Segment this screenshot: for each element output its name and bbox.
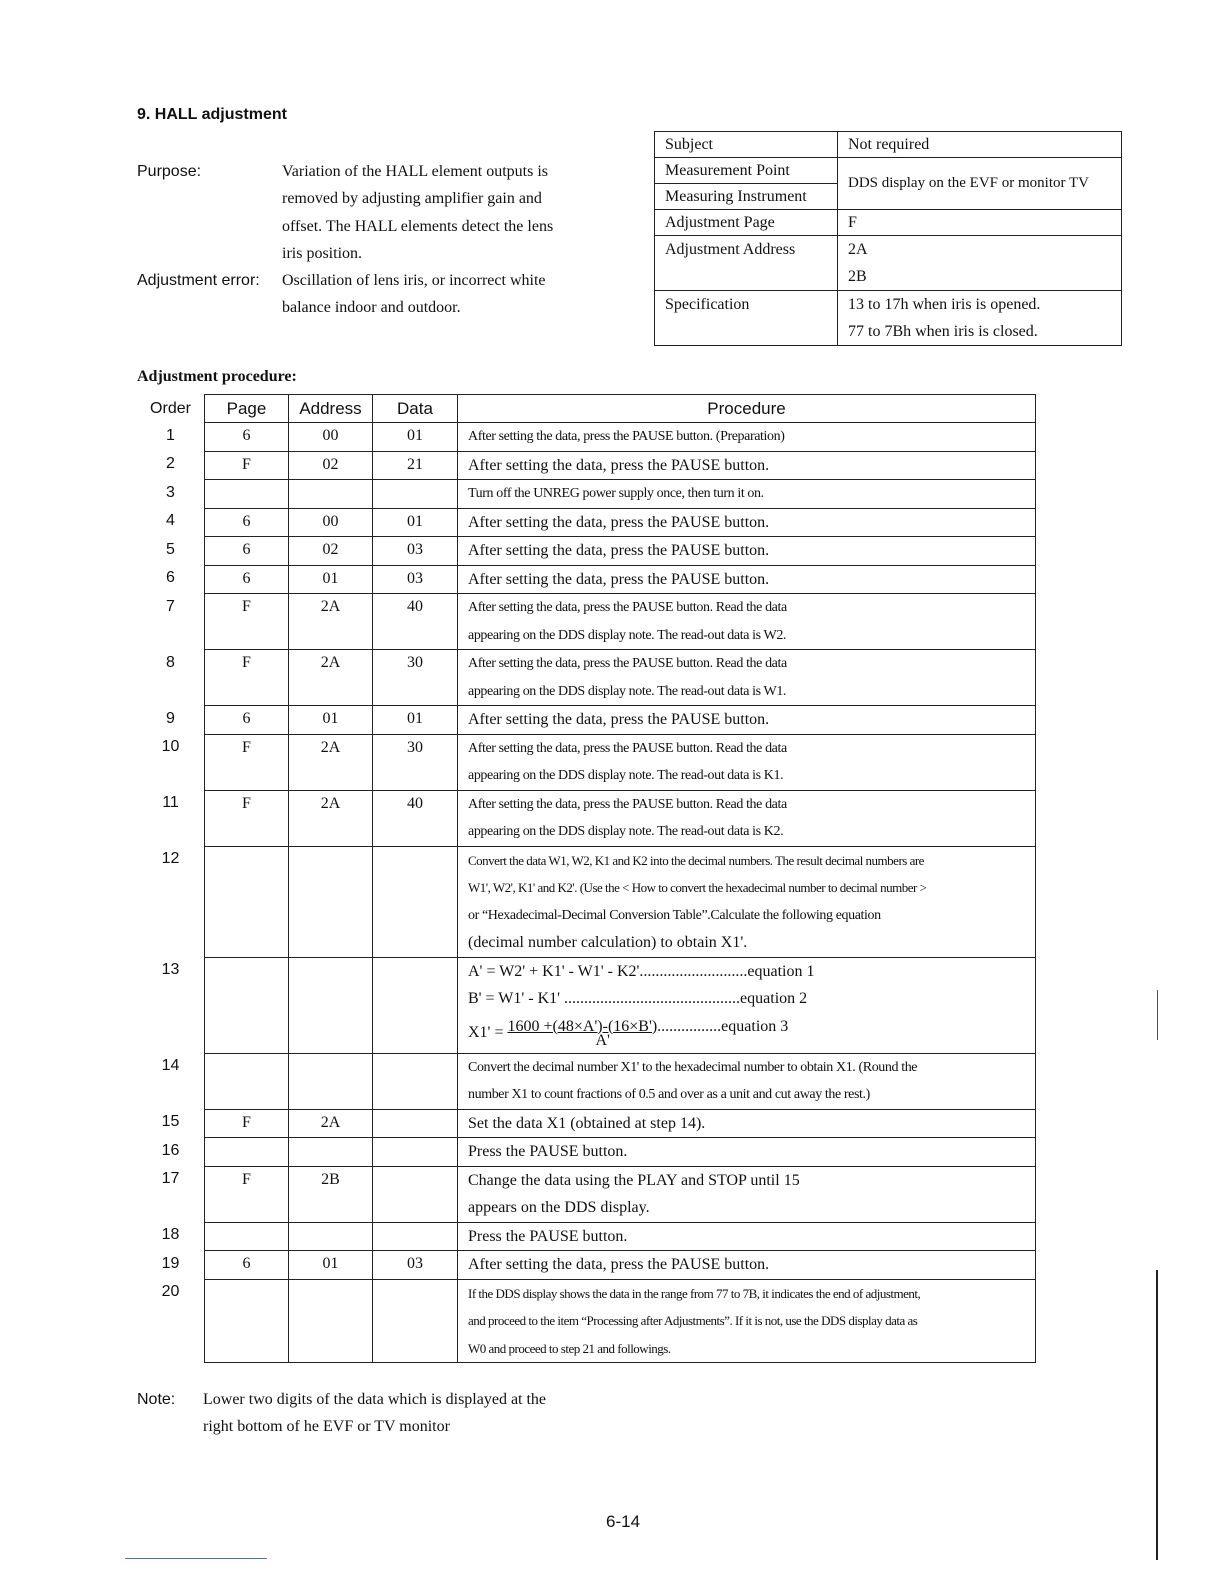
procedure-line: appearing on the DDS display note. The read-out data is K2. xyxy=(468,824,784,839)
step-address xyxy=(289,957,373,1053)
step-address: 01 xyxy=(289,565,373,594)
purpose-line: iris position. xyxy=(282,244,363,262)
note xyxy=(137,1386,737,1440)
step-procedure xyxy=(458,537,1036,566)
step-page xyxy=(205,1222,289,1251)
procedure-line: Set the data X1 (obtained at step 14). xyxy=(468,1114,706,1132)
procedure-line: Press the PAUSE button. xyxy=(468,1227,628,1245)
procedure-line: After setting the data, press the PAUSE button. Read the data xyxy=(468,656,787,671)
adjustment-error-line: Oscillation of lens iris, or incorrect white xyxy=(282,272,546,290)
step-procedure xyxy=(458,1279,1036,1363)
procedure-line: After setting the data, press the PAUSE button. Read the data xyxy=(468,600,787,615)
step-page: 6 xyxy=(205,423,289,452)
procedure-row xyxy=(137,734,1036,790)
step-order: 4 xyxy=(166,512,175,529)
note-line: Lower two digits of the data which is displayed at the xyxy=(203,1391,547,1408)
step-address: 02 xyxy=(289,451,373,480)
step-page: 6 xyxy=(205,565,289,594)
step-data xyxy=(373,1222,458,1251)
column-header-order: Order xyxy=(150,400,191,417)
adjustment-error-line: balance indoor and outdoor. xyxy=(282,299,461,317)
procedure-line: number X1 to count fractions of 0.5 and over as a unit and cut away the rest.) xyxy=(468,1087,870,1102)
procedure-line: Press the PAUSE button. xyxy=(468,1143,628,1160)
procedure-row xyxy=(137,594,1036,650)
step-order: 15 xyxy=(161,1113,180,1130)
procedure-line: W0 and proceed to step 21 and followings. xyxy=(468,1340,671,1356)
purpose-block xyxy=(137,158,617,322)
step-address: 00 xyxy=(289,423,373,452)
step-order: 10 xyxy=(161,738,180,755)
step-address: 01 xyxy=(289,706,373,735)
procedure-line: A' = W2' + K1' - W1' - K2'...........................equation 1 xyxy=(468,962,815,980)
equation-3-numerator: 1600 +(48×A')-(16×B') xyxy=(507,1017,658,1035)
step-data: 21 xyxy=(373,451,458,480)
step-address xyxy=(289,1222,373,1251)
procedure-line: After setting the data, press the PAUSE button. xyxy=(468,542,770,559)
step-order: 12 xyxy=(161,850,180,867)
spec-table xyxy=(654,131,1122,346)
specification-label: Specification xyxy=(655,291,838,346)
procedure-line: After setting the data, press the PAUSE button. Read the data xyxy=(468,796,787,812)
step-page xyxy=(205,1138,289,1167)
procedure-row xyxy=(137,957,1036,1053)
step-data: 01 xyxy=(373,508,458,537)
step-data xyxy=(373,1053,458,1109)
procedure-table xyxy=(137,394,1036,1363)
step-data: 03 xyxy=(373,537,458,566)
step-order: 20 xyxy=(161,1283,180,1300)
step-procedure xyxy=(458,846,1036,957)
equation-3-denominator: A' xyxy=(595,1031,610,1049)
step-address xyxy=(289,1053,373,1109)
step-page xyxy=(205,1053,289,1109)
step-page xyxy=(205,480,289,509)
step-page xyxy=(205,1279,289,1363)
step-address: 2A xyxy=(289,594,373,650)
step-procedure xyxy=(458,1222,1036,1251)
step-order: 16 xyxy=(161,1141,180,1159)
step-address: 2A xyxy=(289,650,373,706)
procedure-row xyxy=(137,1251,1036,1280)
page-number: 6-14 xyxy=(606,1512,641,1531)
step-data xyxy=(373,1279,458,1363)
step-procedure xyxy=(458,508,1036,537)
procedure-line: Convert the data W1, W2, K1 and K2 into the decimal numbers. The result decimal numbers are xyxy=(468,852,924,868)
adjustment-address-label: Adjustment Address xyxy=(655,236,838,291)
procedure-line: After setting the data, press the PAUSE button. xyxy=(468,570,770,588)
procedure-row xyxy=(137,451,1036,480)
adjustment-page-label: Adjustment Page xyxy=(655,210,838,236)
step-data: 40 xyxy=(373,790,458,846)
step-data: 30 xyxy=(373,734,458,790)
procedure-row xyxy=(137,650,1036,706)
step-procedure xyxy=(458,594,1036,650)
procedure-row xyxy=(137,1138,1036,1167)
procedure-line: After setting the data, press the PAUSE button. Read the data xyxy=(468,740,787,756)
step-procedure xyxy=(458,1251,1036,1280)
step-procedure xyxy=(458,957,1036,1053)
step-procedure xyxy=(458,451,1036,480)
step-order: 13 xyxy=(161,961,180,978)
purpose-line: offset. The HALL elements detect the lens xyxy=(282,217,554,235)
step-address xyxy=(289,480,373,509)
scan-edge-mark xyxy=(1157,990,1158,1040)
step-page xyxy=(205,846,289,957)
purpose-line: removed by adjusting amplifier gain and xyxy=(282,190,542,208)
step-procedure xyxy=(458,1053,1036,1109)
step-procedure xyxy=(458,706,1036,735)
step-order: 19 xyxy=(161,1254,180,1272)
step-order: 14 xyxy=(161,1057,180,1074)
note-label: Note: xyxy=(137,1391,176,1408)
step-address: 2B xyxy=(289,1166,373,1222)
procedure-line: If the DDS display shows the data in the range from 77 to 7B, it indicates the end of adjustment, xyxy=(468,1285,921,1301)
step-address: 01 xyxy=(289,1251,373,1280)
procedure-line: After setting the data, press the PAUSE button. (Preparation) xyxy=(468,429,785,444)
step-procedure xyxy=(458,1138,1036,1167)
column-header-data: Data xyxy=(373,395,458,423)
step-address xyxy=(289,846,373,957)
step-order: 7 xyxy=(166,597,175,615)
procedure-line: Turn off the UNREG power supply once, then turn it on. xyxy=(468,486,764,501)
step-page: 6 xyxy=(205,706,289,735)
procedure-line: and proceed to the item “Processing after Adjustments”. If it is not, use the DDS display data as xyxy=(468,1313,918,1328)
step-address: 00 xyxy=(289,508,373,537)
adjustment-error-label: Adjustment error: xyxy=(137,272,260,290)
section-title: 9. HALL adjustment xyxy=(137,106,287,123)
step-order: 8 xyxy=(166,653,175,671)
procedure-line: appearing on the DDS display note. The read-out data is W1. xyxy=(468,683,787,699)
step-address xyxy=(289,1279,373,1363)
step-address: 02 xyxy=(289,537,373,566)
step-procedure xyxy=(458,1109,1036,1138)
procedure-line: After setting the data, press the PAUSE button. xyxy=(468,513,770,531)
scan-edge-mark xyxy=(1156,1270,1158,1560)
column-header-address: Address xyxy=(289,395,373,423)
step-address xyxy=(289,1138,373,1167)
step-procedure xyxy=(458,790,1036,846)
adjustment-address-values: 2A 2B xyxy=(838,236,1122,291)
step-page: F xyxy=(205,1109,289,1138)
step-data: 01 xyxy=(373,423,458,452)
step-address: 2A xyxy=(289,790,373,846)
step-page: F xyxy=(205,790,289,846)
step-order: 11 xyxy=(162,794,179,811)
procedure-line: (decimal number calculation) to obtain X1'. xyxy=(468,934,748,951)
step-procedure xyxy=(458,480,1036,509)
step-order: 3 xyxy=(166,483,175,501)
step-order: 1 xyxy=(166,426,175,444)
step-page: F xyxy=(205,451,289,480)
purpose-label: Purpose: xyxy=(137,163,202,180)
step-order: 2 xyxy=(166,455,175,472)
procedure-row xyxy=(137,1279,1036,1363)
procedure-line: W1', W2', K1' and K2'. (Use the < How to convert the hexadecimal number to decimal number > xyxy=(468,880,927,895)
procedure-line: appearing on the DDS display note. The read-out data is W2. xyxy=(468,627,787,643)
step-procedure xyxy=(458,734,1036,790)
step-data: 40 xyxy=(373,594,458,650)
step-procedure xyxy=(458,565,1036,594)
step-address: 2A xyxy=(289,734,373,790)
procedure-line: B' = W1' - K1' ............................................equation 2 xyxy=(468,990,808,1007)
procedure-row xyxy=(137,790,1036,846)
procedure-line: After setting the data, press the PAUSE button. xyxy=(468,456,770,474)
step-data xyxy=(373,480,458,509)
procedure-line: After setting the data, press the PAUSE button. xyxy=(468,711,770,728)
procedure-row xyxy=(137,508,1036,537)
step-page: F xyxy=(205,650,289,706)
footer-link-underline xyxy=(125,1558,267,1559)
step-data: 30 xyxy=(373,650,458,706)
subject-label: Subject xyxy=(655,132,838,158)
adjustment-page-value: F xyxy=(838,210,1122,236)
step-data xyxy=(373,1109,458,1138)
step-page: 6 xyxy=(205,537,289,566)
column-header-procedure: Procedure xyxy=(458,395,1036,423)
procedure-line: or “Hexadecimal-Decimal Conversion Table”.Calculate the following equation xyxy=(468,907,881,923)
procedure-line: After setting the data, press the PAUSE button. xyxy=(468,1256,770,1273)
step-page: 6 xyxy=(205,508,289,537)
procedure-line: Change the data using the PLAY and STOP until 15 xyxy=(468,1171,800,1189)
step-data: 01 xyxy=(373,706,458,735)
step-data: 03 xyxy=(373,565,458,594)
equation-3: X1' = 1600 +(48×A')-(16×B') A' ................equation 3 xyxy=(468,1013,1035,1053)
step-order: 17 xyxy=(161,1170,180,1187)
measuring-instrument-label: Measuring Instrument xyxy=(655,184,838,210)
step-procedure xyxy=(458,1166,1036,1222)
procedure-line: Convert the decimal number X1' to the hexadecimal number to obtain X1. (Round the xyxy=(468,1059,918,1075)
note-line: right bottom of he EVF or TV monitor xyxy=(203,1418,450,1435)
step-order: 18 xyxy=(161,1226,180,1243)
step-data xyxy=(373,846,458,957)
procedure-row xyxy=(137,1109,1036,1138)
specification-values: 13 to 17h when iris is opened. 77 to 7Bh when iris is closed. xyxy=(838,291,1122,346)
procedure-row xyxy=(137,537,1036,566)
procedure-row xyxy=(137,480,1036,509)
procedure-line: appearing on the DDS display note. The read-out data is K1. xyxy=(468,768,784,783)
step-page xyxy=(205,957,289,1053)
step-page: F xyxy=(205,1166,289,1222)
procedure-row xyxy=(137,565,1036,594)
step-data xyxy=(373,1166,458,1222)
step-address: 2A xyxy=(289,1109,373,1138)
step-order: 6 xyxy=(166,569,175,586)
procedure-heading: Adjustment procedure: xyxy=(137,368,297,385)
procedure-row xyxy=(137,846,1036,957)
step-procedure xyxy=(458,423,1036,452)
step-data xyxy=(373,1138,458,1167)
procedure-row xyxy=(137,1053,1036,1109)
procedure-line: appears on the DDS display. xyxy=(468,1199,650,1216)
step-data: 03 xyxy=(373,1251,458,1280)
purpose-line: Variation of the HALL element outputs is xyxy=(282,163,549,180)
step-data xyxy=(373,957,458,1053)
measurement-point-label: Measurement Point xyxy=(655,158,838,184)
step-order: 5 xyxy=(166,540,175,558)
procedure-row xyxy=(137,423,1036,452)
step-procedure xyxy=(458,650,1036,706)
step-page: F xyxy=(205,594,289,650)
procedure-row xyxy=(137,1222,1036,1251)
step-order: 9 xyxy=(166,709,175,727)
step-page: F xyxy=(205,734,289,790)
procedure-row xyxy=(137,1166,1036,1222)
procedure-row xyxy=(137,706,1036,735)
subject-value: Not required xyxy=(838,132,1122,158)
measurement-value: DDS display on the EVF or monitor TV xyxy=(838,158,1122,210)
step-page: 6 xyxy=(205,1251,289,1280)
column-header-page: Page xyxy=(205,395,289,423)
